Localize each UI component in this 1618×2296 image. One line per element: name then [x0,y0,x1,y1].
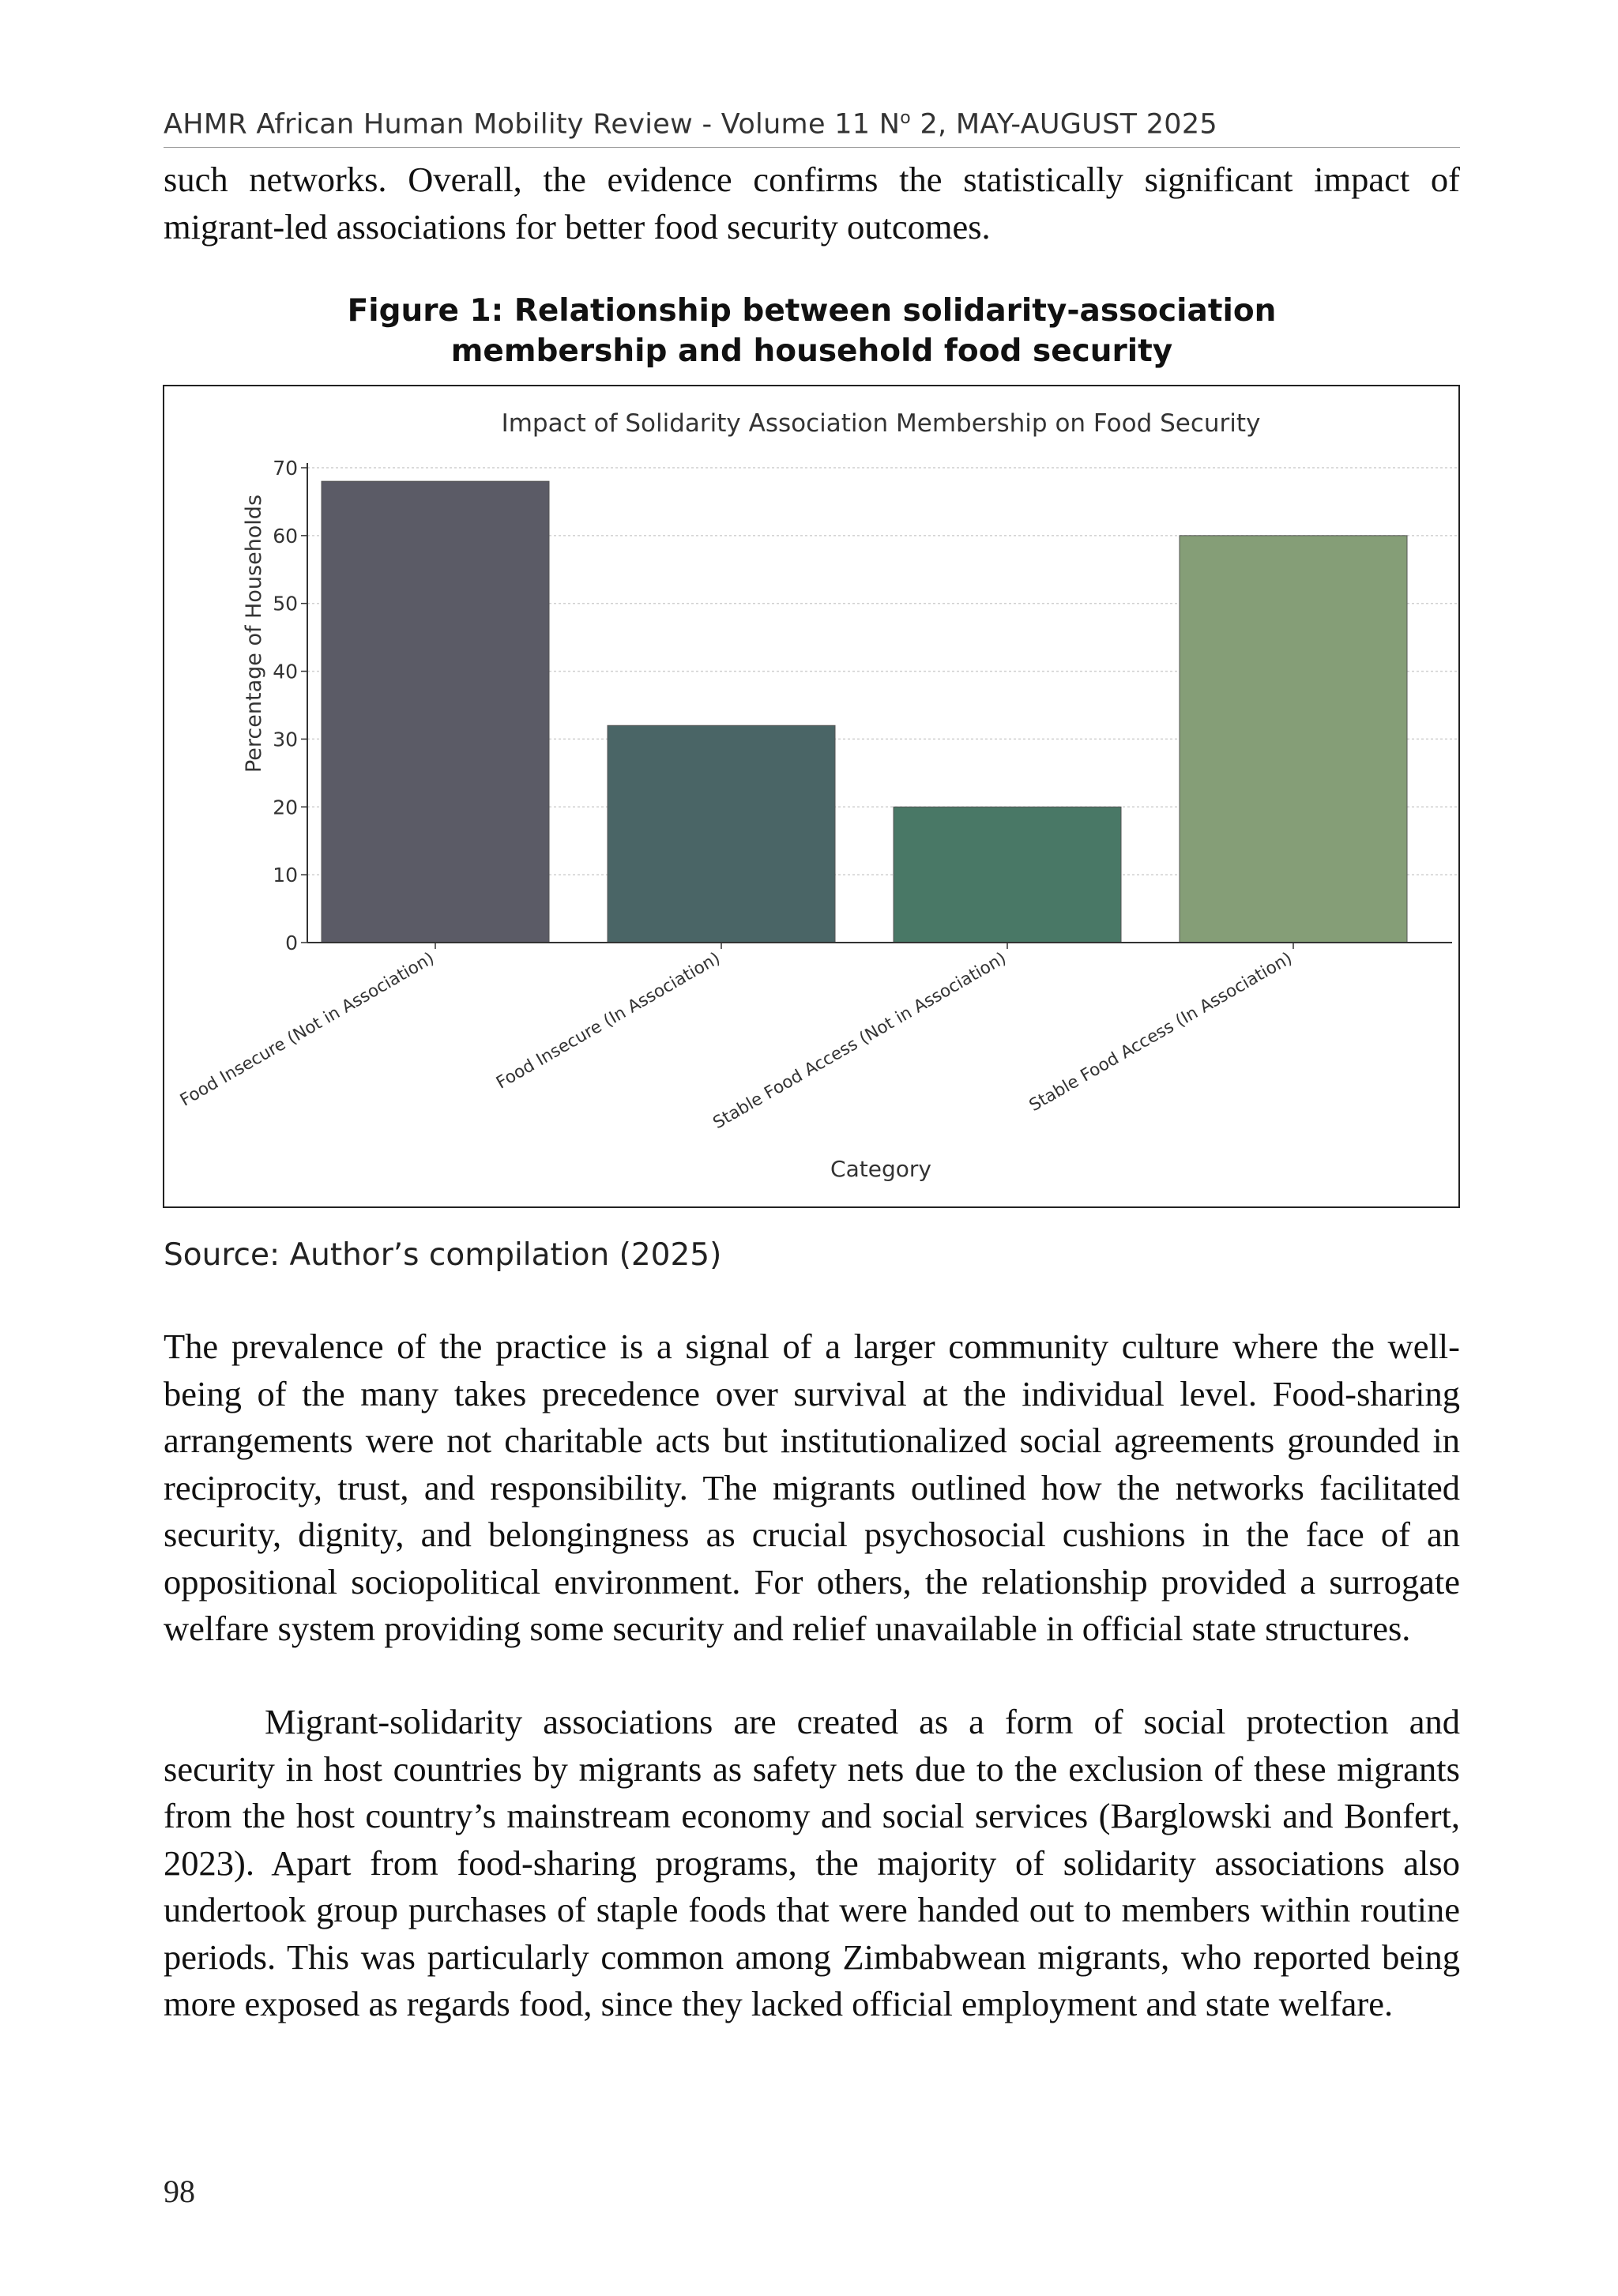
bar-3 [894,807,1121,943]
bar-1 [322,481,549,943]
running-head-suffix: 2, MAY-AUGUST 2025 [911,108,1217,141]
x-axis-label: Category [830,1156,931,1182]
chart-title: Impact of Solidarity Association Membership on Food Security [501,409,1261,438]
body-paragraph-1: The prevalence of the practice is a signal of a larger community culture where the well-being of the many takes precedence over survival at the individual level. Food-sharing arrangements were not charitable acts but institutionalized social agreements grounded in reciprocity, trust, and responsibility. The migrants outlined how the networks facilitated security, dignity, and belongingness as crucial psychosocial cushions in the face of an oppositional sociopolitical environment. For others, the relationship provided a surrogate welfare system providing some security and relief unavailable in official state structures. [164,1327,1460,1648]
body-paragraph-2: Migrant-solidarity associations are created as a form of social protection and security in host countries by migrants as safety nets due to the exclusion of these migrants from the host country’s mainstream economy and social services (Barglowski and Bonfert, 2023). Apart from food-sharing programs, the majority of solidarity associations also undertook group purchases of staple foods that were handed out to members within routine periods. This was particularly common among Zimbabwean migrants, who reported being more exposed as regards food, since they lacked official employment and state welfare. [164,1702,1460,2023]
y-tick-label: 40 [273,660,298,683]
figure-caption-line-1: Figure 1: Relationship between solidarity-association [347,293,1277,329]
x-tick-label: Food Insecure (In Association) [493,948,724,1093]
y-tick-label: 30 [273,728,298,751]
x-tick-label: Food Insecure (Not in Association) [176,948,438,1111]
y-tick-label: 20 [273,796,298,819]
bar-chart [164,386,1458,1206]
y-tick-label: 10 [273,864,298,887]
running-head-prefix: AHMR African Human Mobility Review - Volume 11 N [164,108,901,141]
y-axis-label: Percentage of Households [242,494,266,773]
running-head [164,101,1460,148]
figure-chart-frame [163,385,1460,1208]
y-tick-label: 70 [273,457,298,480]
bar-2 [608,725,835,943]
intro-paragraph: such networks. Overall, the evidence confirms the statistically significant impact of migrant-led associations for better food security outcomes. [164,160,1460,247]
figure-caption [164,291,1460,371]
page-number: 98 [164,2174,195,2209]
figure-source: Source: Author’s compilation (2025) [164,1237,722,1273]
y-tick-label: 0 [285,932,298,954]
x-tick-label: Stable Food Access (In Association) [1025,948,1296,1116]
running-head-superscript: o [900,108,912,128]
y-tick-label: 50 [273,592,298,615]
bar-4 [1180,536,1407,943]
figure-caption-line-2: membership and household food security [450,333,1173,369]
x-tick-label: Stable Food Access (Not in Association) [709,948,1010,1134]
y-tick-label: 60 [273,524,298,548]
